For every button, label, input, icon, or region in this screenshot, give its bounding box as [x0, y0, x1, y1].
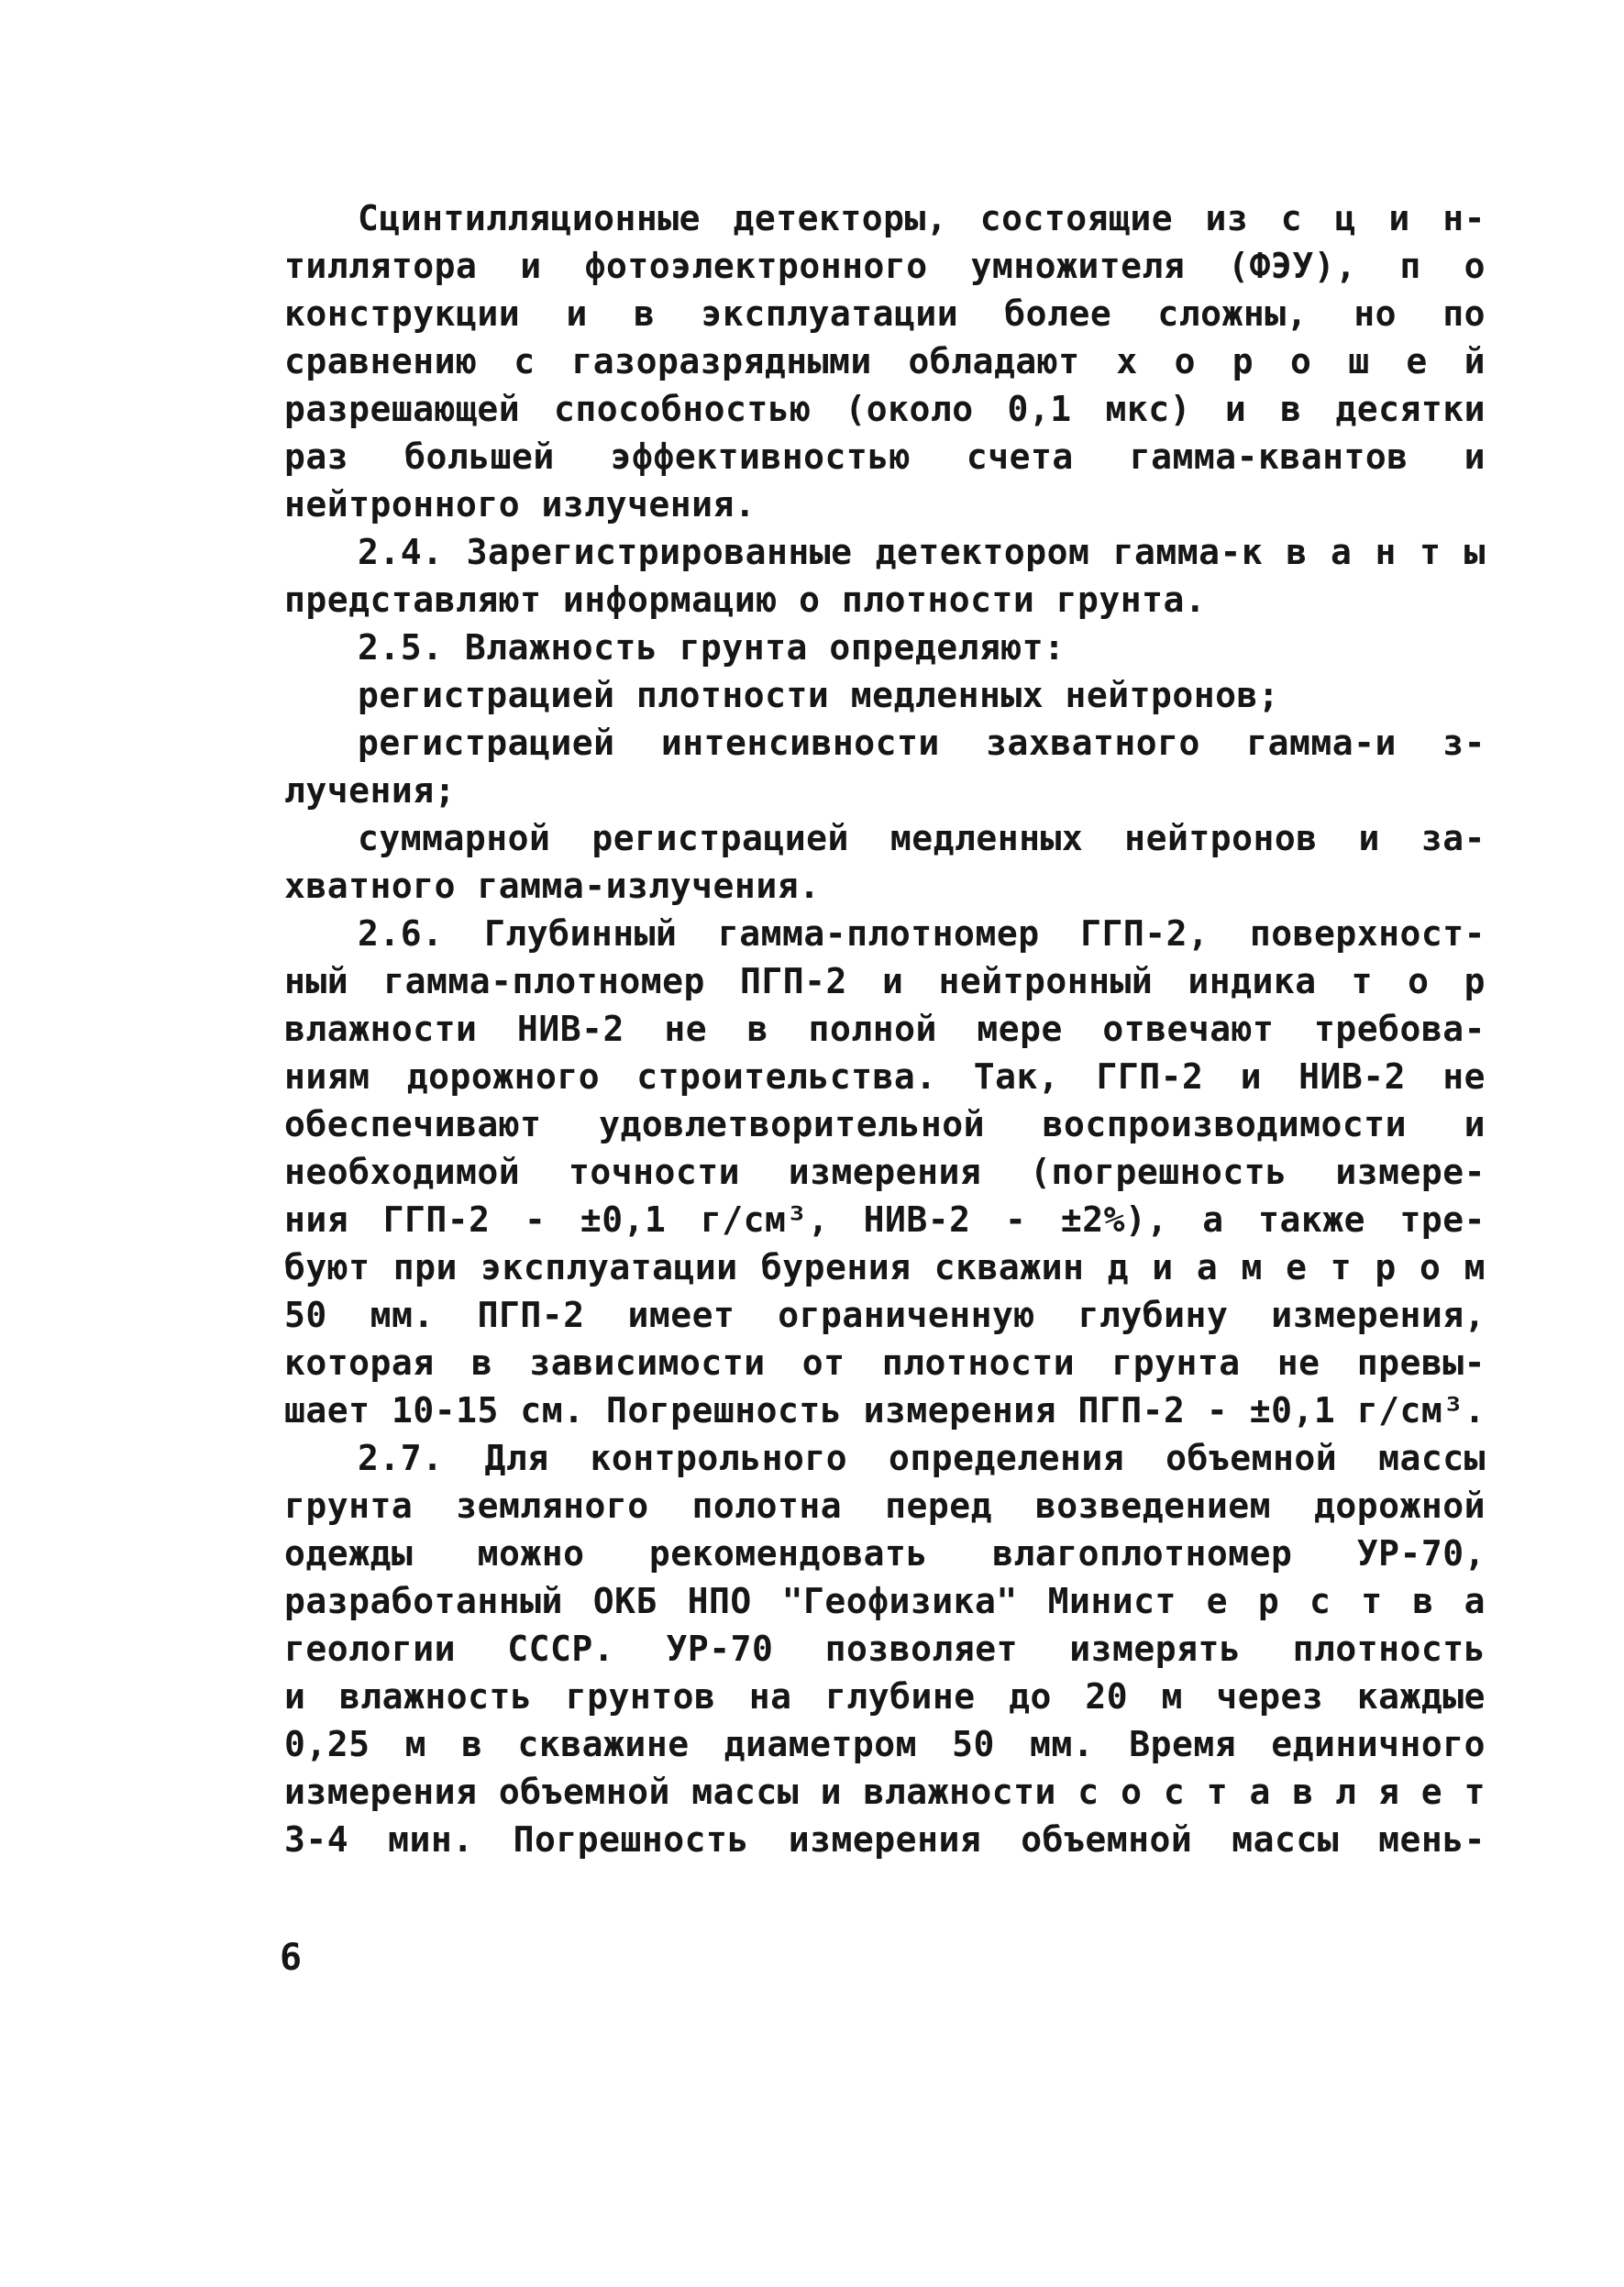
text-line: и влажность грунтов на глубине до 20 м через каждые: [284, 1676, 1486, 1717]
text-line: 2.4. Зарегистрированные детектором гамма-к в а н т ы: [358, 532, 1486, 572]
text-line: ния ГГП-2 - ±0,1 г/см³, НИВ-2 - ±2%), а также тре-: [284, 1199, 1486, 1240]
text-line: раз большей эффективностью счета гамма-квантов и: [284, 436, 1486, 477]
text-line: ный гамма-плотномер ПГП-2 и нейтронный индика т о р: [284, 961, 1486, 1001]
text-line: конструкции и в эксплуатации более сложны, но по: [284, 293, 1486, 334]
text-line: 0,25 м в скважине диаметром 50 мм. Время единичного: [284, 1724, 1486, 1764]
text-line: геологии СССР. УР-70 позволяет измерять плотность: [284, 1629, 1486, 1669]
text-line: регистрацией плотности медленных нейтронов;: [358, 675, 1280, 715]
text-line: тиллятора и фотоэлектронного умножителя (ФЭУ), п о: [284, 246, 1486, 286]
text-line: обеспечивают удовлетворительной воспроизводимости и: [284, 1104, 1486, 1144]
text-line: нейтронного излучения.: [284, 484, 757, 525]
text-line: грунта земляного полотна перед возведением дорожной: [284, 1486, 1486, 1526]
text-line: регистрацией интенсивности захватного гамма-и з-: [358, 723, 1486, 763]
text-line: представляют информацию о плотности грунта.: [284, 580, 1207, 620]
text-line: разработанный ОКБ НПО "Геофизика" Минист е р с т в а: [284, 1581, 1486, 1621]
page-number: 6: [280, 1937, 303, 1979]
text-line: которая в зависимости от плотности грунта не превы-: [284, 1342, 1486, 1383]
text-line: Сцинтилляционные детекторы, состоящие из с ц и н-: [358, 198, 1486, 238]
text-line: суммарной регистрацией медленных нейтронов и за-: [358, 818, 1486, 858]
text-line: ниям дорожного строительства. Так, ГГП-2 и НИВ-2 не: [284, 1056, 1486, 1097]
text-line: влажности НИВ-2 не в полной мере отвечают требова-: [284, 1009, 1486, 1049]
text-line: сравнению с газоразрядными обладают х о р о ш е й: [284, 341, 1486, 381]
text-line: необходимой точности измерения (погрешность измере-: [284, 1152, 1486, 1192]
text-line: 2.5. Влажность грунта определяют:: [358, 627, 1066, 668]
text-line: 2.6. Глубинный гамма-плотномер ГГП-2, поверхност-: [358, 913, 1486, 954]
text-line: разрешающей способностью (около 0,1 мкс) и в десятки: [284, 389, 1486, 429]
text-line: 50 мм. ПГП-2 имеет ограниченную глубину измерения,: [284, 1295, 1486, 1335]
text-line: одежды можно рекомендовать влагоплотномер УР-70,: [284, 1533, 1486, 1574]
text-line: измерения объемной массы и влажности с о с т а в л я е т: [284, 1772, 1486, 1812]
text-line: буют при эксплуатации бурения скважин д и а м е т р о м: [284, 1247, 1486, 1287]
text-line: хватного гамма-излучения.: [284, 866, 821, 906]
text-line: 2.7. Для контрольного определения объемной массы: [358, 1438, 1486, 1478]
text-line: лучения;: [284, 770, 457, 811]
text-line: 3-4 мин. Погрешность измерения объемной массы мень-: [284, 1819, 1486, 1860]
text-line: шает 10-15 см. Погрешность измерения ПГП-2 - ±0,1 г/см³.: [284, 1390, 1486, 1431]
